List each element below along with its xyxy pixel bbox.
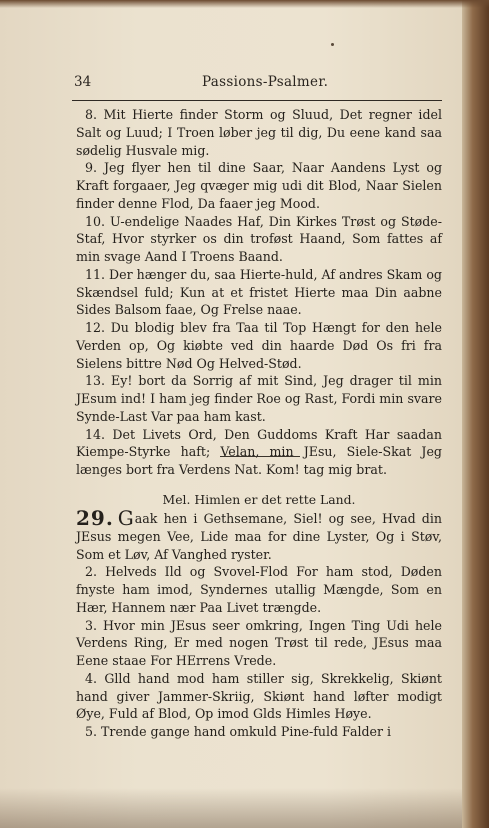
top-shadow-edge (0, 0, 489, 8)
drop-initial: G (117, 506, 134, 530)
stanza-13: 13. Ey! bort da Sorrig af mit Sind, Jeg drager til min JEsum ind! I ham jeg finder Roe og Rast, Fordi min svare Synde-Last Var paa ham kast. (76, 373, 442, 424)
stanza-9: 9. Jeg flyer hen til dine Saar, Naar Aandens Lyst og Kraft forgaaer, Jeg qvæger mig udi dit Blod, Naar Sielen finder denne Flod, Da faaer jeg Mood. (76, 160, 442, 211)
hymn-stanza-3: 3. Hvor min JEsus seer omkring, Ingen Ting Udi hele Verdens Ring, Er med nogen Trøst til rede, JEsus maa Eene staae For HErrens Vrede. (76, 617, 442, 668)
hymn-stanza-1 (76, 506, 442, 563)
stanza-11: 11. Der hænger du, saa Hierte-huld, Af andres Skam og Skændsel fuld; Kun at et fristet Hierte maa Din aabne Sides Balsom faae, Og Frelse naae. (76, 266, 442, 318)
stanza-10: 10. U-endelige Naades Haf, Din Kirkes Trøst og Støde-Staf, Hvor styrker os din troføst Haand, Som fattes af min svage Aand I Troens Baand. (76, 213, 442, 264)
hymn-29 (76, 506, 442, 741)
stanza-12: 12. Du blodig blev fra Taa til Top Hængt for den hele Verden op, Og kiøbte ved din haarde Død Os fri fra Sielens bittre Nød Og Helved-Stød. (76, 320, 442, 371)
hymn-number: 29. (76, 506, 114, 530)
hymn-stanza-5: 5. Trende gange hand omkuld Pine-fuld Falder i (85, 724, 392, 739)
page-header (74, 74, 442, 96)
book-binding-edge (462, 0, 489, 828)
continued-stanzas (76, 106, 442, 479)
header-rule (72, 100, 442, 101)
hymn-stanza-2: 2. Helveds Ild og Svovel-Flod For ham stod, Døden fnyste ham imod, Syndernes utallig Mængde, Som en Hær, Hannem nær Paa Livet trængde. (76, 564, 442, 615)
hymn-stanza-4: 4. Glld hand mod ham stiller sig, Skrekkelig, Skiønt hand giver Jammer-Skriig, Skiønt hand løfter modigt Øye, Fuld af Blod, Op imod Glds Himles Høye. (76, 670, 442, 722)
paper-speck (331, 43, 334, 46)
running-title: Passions-Psalmer. (202, 74, 329, 90)
hymn-stanza-1-text: aak hen i Gethsemane, Siel! og see, Hvad din JEsus megen Vee, Lide maa for dine Lyster, Og i Støv, Som et Løv, Af Vanghed ryster. (76, 511, 442, 562)
section-divider (220, 456, 300, 457)
stanza-8: 8. Mit Hierte finder Storm og Sluud, Det regner idel Salt og Luud; I Troen løber jeg til dig, Du eene kand saa sødelig Husvale mig. (76, 107, 442, 158)
stanza-14: 14. Det Livets Ord, Den Guddoms Kraft Har saadan Kiempe-Styrke haft; Velan, min JEsu, Siele-Skat Jeg længes bort fra Verdens Nat. Kom! tag mig brat. (76, 426, 442, 477)
melody-line: Mel. Himlen er det rette Land. (162, 492, 356, 507)
page-number: 34 (74, 74, 92, 90)
